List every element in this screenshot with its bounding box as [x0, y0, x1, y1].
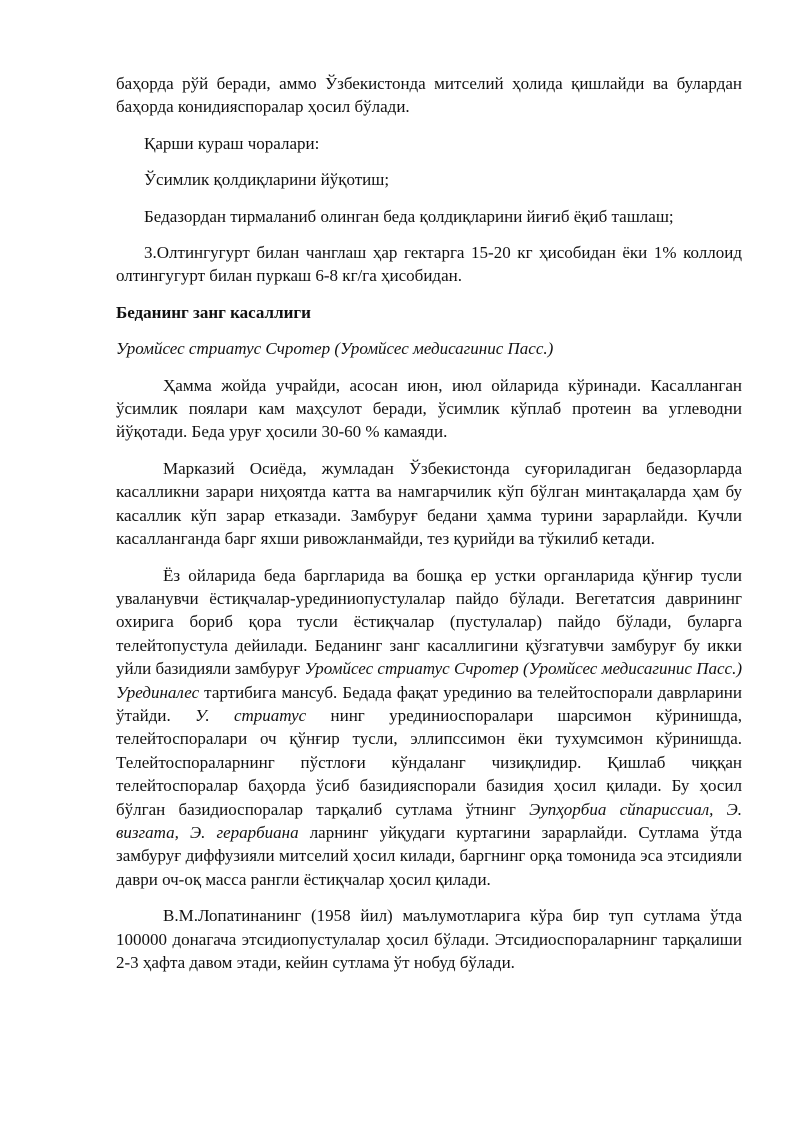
- pathogen-name: Уромйсес стриатус Счротер (Уромйсес медисагинис Пасс.): [116, 339, 554, 359]
- list-item-1: Ўсимлик қолдиқларини йўқотиш;: [144, 170, 390, 190]
- paragraph-lopatina: В.М.Лопатинанинг (1958 йил) маълумотларига кўра бир туп сутлама ўтда 100000 донагача этсидиопустулалар ҳосил бўлади. Этсидиоспораларнинг тарқалиши 2-3 ҳафта давом этади, кейин сутлама ўт нобуд бўлади.: [116, 906, 742, 972]
- paragraph-distribution: Ҳамма жойда учрайди, асосан июн, июл ойларида кўринади. Касалланган ўсимлик поялари кам маҳсулот беради, ўсимлик кўплаб протеин ва углеводни йўқотади. Беда уруғ ҳосили 30-60 % камаяди.: [116, 375, 742, 442]
- list-item-3: 3.Олтингугурт билан чанглаш ҳар гектарга 15-20 кг ҳисобидан ёки 1% коллоид олтингугурт билан пуркаш 6-8 кг/га ҳисобидан.: [116, 243, 742, 286]
- paragraph-central-asia: Марказий Осиёда, жумладан Ўзбекистонда суғориладиган бедазорларда касалликни зарари ниҳоятда катта ва намгарчилик кўп бўлган минтақаларда ҳам бу касаллик кўп зарар етказади. Замбуруғ бедани ҳамма турини зарарлайди. Кучли касалланганда барг яхши ривожланмайди, тез қурийди ва тўкилиб кетади.: [116, 458, 742, 549]
- section-heading: Беданинг занг касаллиги: [116, 302, 311, 322]
- paragraph-lifecycle: Ёз ойларида беда баргларида ва бошқа ер устки органларида қўнғир тусли уваланувчи ёстиқчалар-урединиопустулалар пайдо бўлади. Вегетатсия даврининг охирига бориб қора тусли ёстиқчалар (пустулалар) пайдо бўлади, буларга телейтопустула дейилади. Беданинг занг касаллигини қўзгатувчи замбуруғ бу икки уйли базидияли замбуруғ Уромйсес стриатус Счротер (Уромйсес медисагинис Пасс.) Урединалес тартибига мансуб. Бедада фақат урединио ва телейтоспорали даврларини ўтайди. У. стриатус нинг урединиоспоралари шарсимон кўринишда, телейтоспоралари оч қўнғир тусли, эллипссимон ёки тухумсимон кўринишда. Телейтоспораларнинг пўстлоғи кўндаланг чизиқлидир. Қишлаб чиққан телейтоспоралар баҳорда ўсиб базидияспорали базидия ҳосил қилади. Бу ҳосил бўлган базидиоспоралар тарқалиб сутлама ўтнинг Эупҳорбиа сйпариссиал, Э. визгата, Э. герарбиана ларнинг уйқудаги куртагини зарарлайди. Сутлама ўтда замбуруғ диффузияли митселий ҳосил килади, баргнинг орқа томонида эса этсидияли даври оч-оқ масса рангли ёстиқчалар ҳосил қилади.: [116, 565, 742, 889]
- list-item-2: Бедазордан тирмаланиб олинган беда қолдиқларини йиғиб ёқиб ташлаш;: [144, 206, 674, 226]
- paragraph-continuation: баҳорда рўй беради, аммо Ўзбекистонда митселий ҳолида қишлайди ва булардан баҳорда конидияспоралар ҳосил бўлади.: [116, 74, 742, 117]
- control-measures-heading: Қарши кураш чоралари:: [144, 133, 320, 153]
